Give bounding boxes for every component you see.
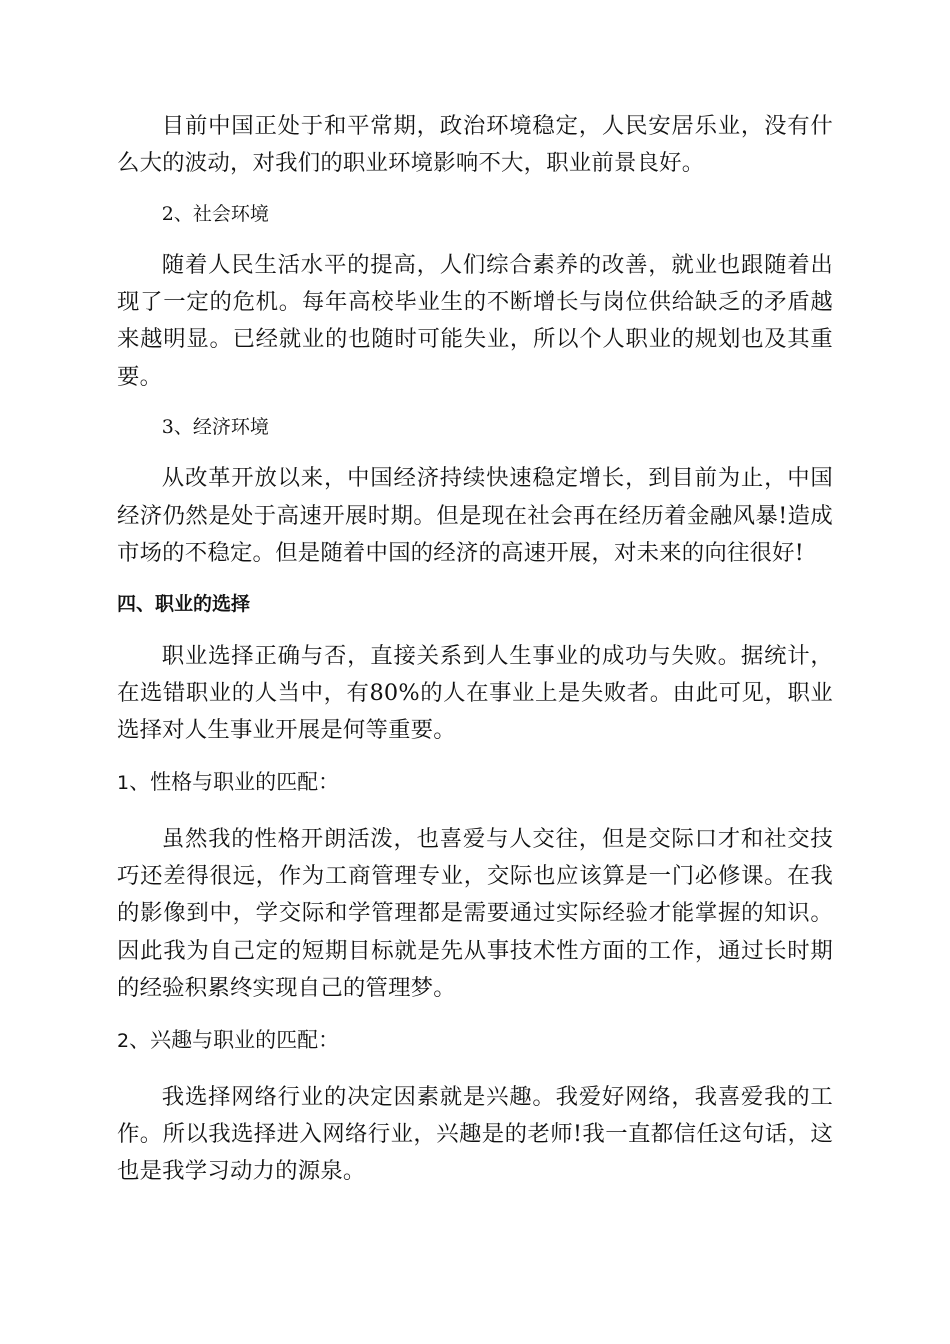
heading-social-environment: 2、社会环境 — [161, 202, 269, 225]
heading-personality-match — [117, 764, 833, 802]
heading-text: 、性格与职业的匹配： — [129, 770, 340, 795]
heading-number: 1 — [117, 772, 130, 795]
paragraph-career-choice: 职业选择正确与否，直接关系到人生事业的成功与失败。据统计，在选错职业的人当中，有80%的人在事业上是失败者。由此可见，职业选择对人生事业开展是何等重要。 — [117, 642, 833, 744]
heading-text: 、兴趣与职业的匹配： — [129, 1028, 340, 1053]
paragraph-economic-environment: 从改革开放以来，中国经济持续快速稳定增长，到目前为止，中国经济仍然是处于高速开展时期。但是现在社会再在经历着金融风暴!造成市场的不稳定。但是随着中国的经济的高速开展，对未来的向往很好! — [117, 465, 833, 566]
heading-economic-environment: 3、经济环境 — [161, 416, 269, 439]
document-page — [117, 108, 833, 1190]
section-title-career-choice: 四、职业的选择 — [117, 593, 251, 616]
heading-interest-match — [117, 1022, 833, 1060]
heading-number: 2 — [117, 1030, 130, 1053]
paragraph-personality-match: 虽然我的性格开朗活泼，也喜爱与人交往，但是交际口才和社交技巧还差得很远，作为工商管理专业，交际也应该算是一门必修课。在我的影像到中，学交际和学管理都是需要通过实际经验才能掌握的知识。因此我为自己定的短期目标就是先从事技术性方面的工作，通过长时期的经验积累终实现自己的管理梦。 — [117, 825, 833, 1001]
paragraph-interest-match: 我选择网络行业的决定因素就是兴趣。我爱好网络，我喜爱我的工作。所以我选择进入网络行业，兴趣是的老师!我一直都信任这句话，这也是我学习动力的源泉。 — [117, 1083, 833, 1185]
paragraph-social-environment: 随着人民生活水平的提高，人们综合素养的改善，就业也跟随着出现了一定的危机。每年高校毕业生的不断增长与岗位供给缺乏的矛盾越来越明显。已经就业的也随时可能失业，所以个人职业的规划也及其重要。 — [117, 251, 833, 390]
paragraph-political-environment: 目前中国正处于和平常期，政治环境稳定，人民安居乐业，没有什么大的波动，对我们的职业环境影响不大，职业前景良好。 — [117, 113, 833, 177]
